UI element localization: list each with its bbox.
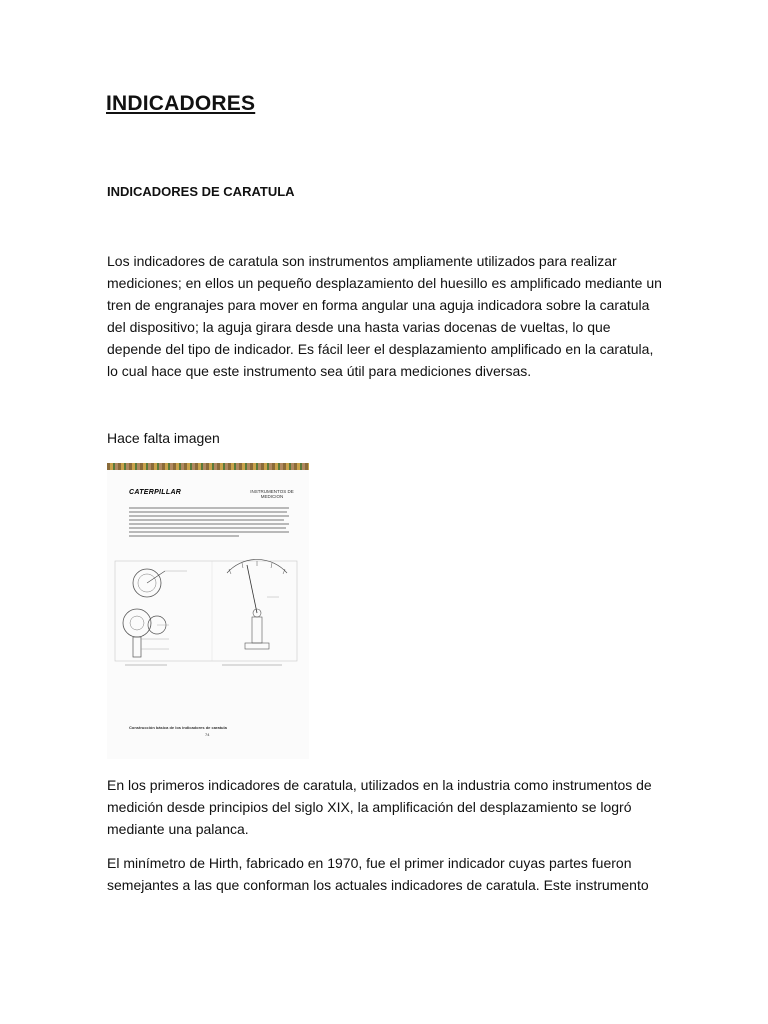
caterpillar-logo: CATERPILLAR (129, 489, 182, 496)
scanned-figure-image (107, 463, 309, 759)
section-heading: INDICADORES DE CARATULA (107, 184, 295, 199)
history-paragraph: En los primeros indicadores de caratula, utilizados en la industria como instrumentos de medición desde principios del siglo XIX, la amplificación del desplazamiento se logró mediante una palanca. (107, 777, 652, 837)
page-title: INDICADORES (106, 92, 256, 115)
scan-page-number: 74 (205, 732, 210, 737)
decorative-border (107, 463, 309, 470)
intro-paragraph: Los indicadores de caratula son instrumentos ampliamente utilizados para realizar mediciones; en ellos un pequeño desplazamiento del huesillo es amplificado mediante un tren de engranajes para mover en forma angular una aguja indicadora sobre la caratula del dispositivo; la aguja girara desde una hasta varias docenas de vueltas, lo que depende del tipo de indicador. Es fácil leer el desplazamiento amplificado en la caratula, lo cual hace que este instrumento sea útil para mediciones diversas. (107, 253, 662, 379)
dial-indicator-diagram (107, 553, 309, 673)
scan-body-text (129, 507, 289, 539)
scan-caption: Construcción básica de los indicadores de caratula (129, 725, 227, 730)
minimeter-paragraph: El minímetro de Hirth, fabricado en 1970, fue el primer indicador cuyas partes fueron semejantes a las que conforman los actuales indicadores de caratula. Este instrumento (107, 855, 649, 893)
scan-header: INSTRUMENTOS DE MEDICION (250, 489, 294, 499)
image-note: Hace falta imagen (107, 430, 220, 446)
